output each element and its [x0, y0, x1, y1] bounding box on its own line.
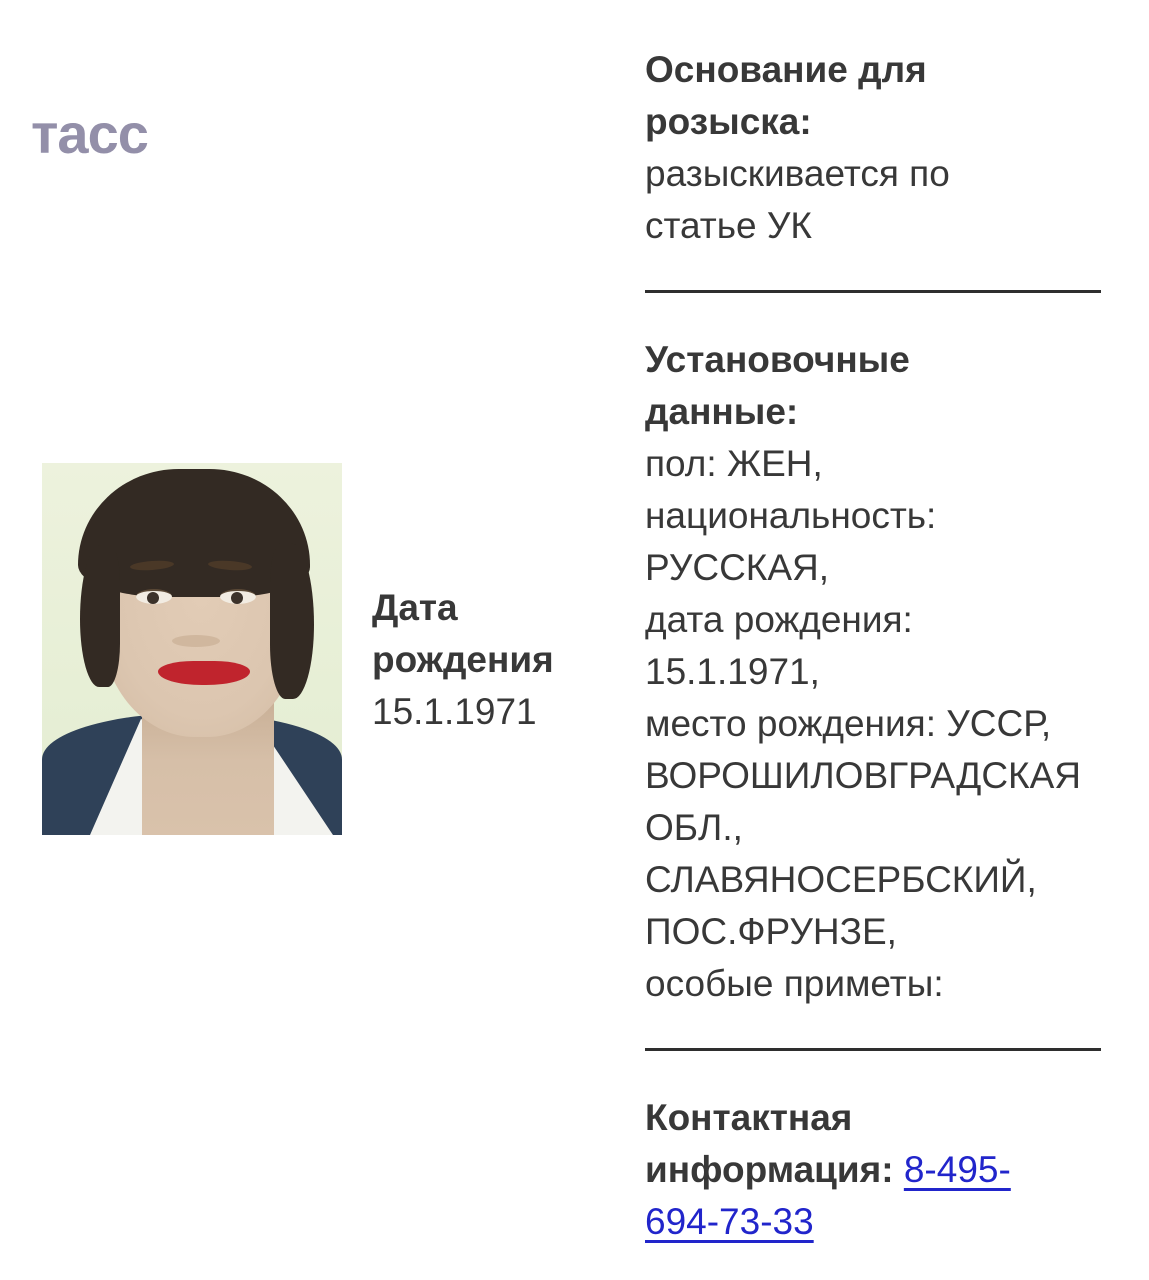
right-iris-shape	[231, 592, 243, 604]
text-line: СЛАВЯНОСЕРБСКИЙ,	[645, 859, 1037, 900]
left-iris-shape	[147, 592, 159, 604]
contact-label: информация:	[645, 1149, 894, 1190]
text-line: пол: ЖЕН,	[645, 443, 823, 484]
identity-section-value	[645, 438, 1115, 1010]
contact-label-line2	[645, 1144, 1115, 1196]
text-line: ПОС.ФРУНЗЕ,	[645, 911, 897, 952]
text-line: 15.1.1971,	[645, 651, 820, 692]
section-divider	[645, 1048, 1101, 1051]
section-divider	[645, 290, 1101, 293]
phone-link[interactable]: 694-73-33	[645, 1201, 814, 1242]
text-line: Установочные	[645, 339, 910, 380]
person-photo	[42, 463, 342, 835]
hair-right-shape	[270, 543, 314, 699]
text-line: Основание для	[645, 49, 927, 90]
contact-phone-line2	[645, 1196, 1115, 1248]
text-line: национальность:	[645, 495, 937, 536]
left-eye-shape	[136, 589, 172, 604]
text-line: розыска:	[645, 101, 812, 142]
birth-date-caption	[372, 582, 554, 738]
text-line: особые приметы:	[645, 963, 944, 1004]
text-line: данные:	[645, 391, 799, 432]
text-line: ВОРОШИЛОВГРАДСКАЯ	[645, 755, 1081, 796]
text-line: дата рождения:	[645, 599, 913, 640]
text-line: Дата	[372, 587, 458, 628]
nose-shape	[172, 635, 220, 647]
text-line: РУССКАЯ,	[645, 547, 830, 588]
text-line: разыскивается по	[645, 153, 950, 194]
tass-logo: тасс	[31, 102, 148, 165]
birth-date-label	[372, 582, 554, 686]
text-line: ОБЛ.,	[645, 807, 743, 848]
reason-section-label	[645, 44, 1115, 148]
phone-link[interactable]: 8-495-	[903, 1149, 1011, 1190]
text-line: рождения	[372, 639, 554, 680]
contact-label-line1: Контактная	[645, 1097, 853, 1138]
identity-section-label	[645, 334, 1115, 438]
reason-section-value	[645, 148, 1115, 252]
text-line: статье УК	[645, 205, 812, 246]
text-line: место рождения: УССР,	[645, 703, 1052, 744]
contact-section	[645, 1092, 1115, 1248]
hair-left-shape	[80, 545, 120, 687]
info-column	[645, 44, 1115, 1248]
birth-date-value: 15.1.1971	[372, 691, 537, 732]
right-eye-shape	[220, 589, 256, 604]
